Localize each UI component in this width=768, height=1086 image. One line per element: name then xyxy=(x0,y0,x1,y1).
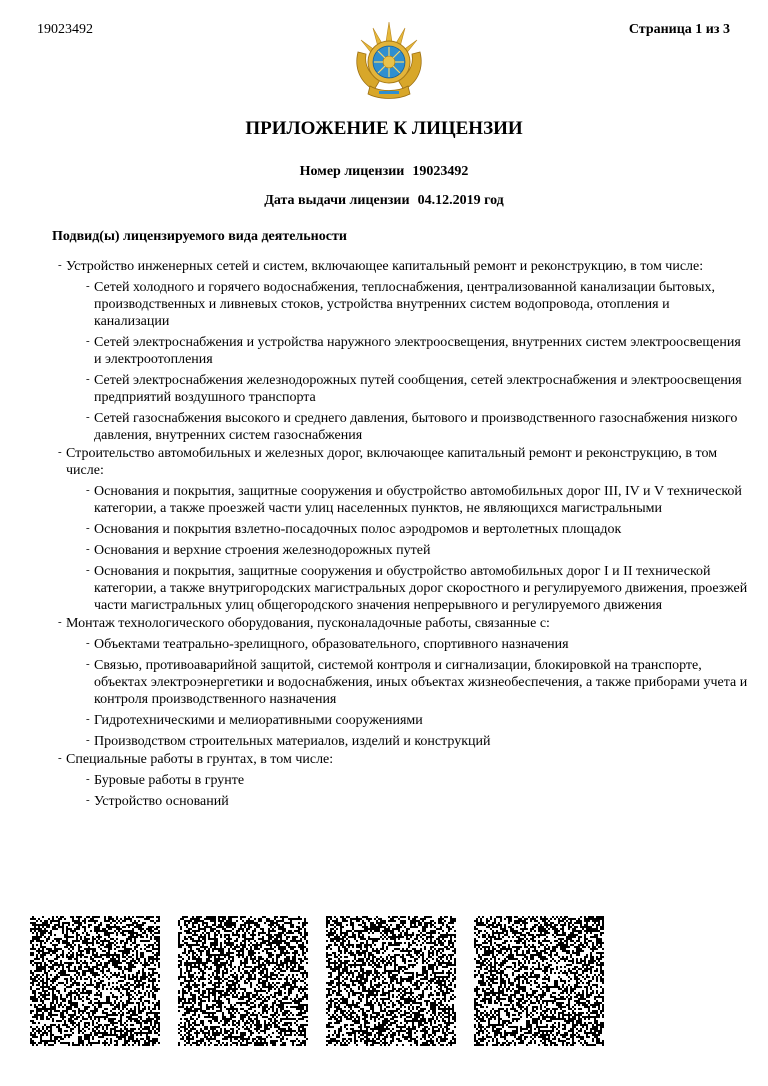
activity-group-label xyxy=(58,615,748,632)
issue-date-line xyxy=(0,193,768,209)
qr-code-4-icon xyxy=(474,916,604,1046)
activity-subitem xyxy=(86,334,748,368)
activity-subitem xyxy=(86,372,748,406)
activity-subitem-text: Основания и покрытия, защитные сооружения и обустройство автомобильных дорог I и II технической категории, а также внутригородских магистральных дорог скоростного и регулируемого движения, проезжей части магистральных улиц общегородского значения непрерывного и регулируемого движения xyxy=(94,564,748,613)
license-number-value: 19023492 xyxy=(412,164,469,179)
dash-bullet: - xyxy=(58,446,62,458)
kazakhstan-state-emblem-icon xyxy=(352,20,426,102)
dash-bullet: - xyxy=(86,637,90,649)
dash-bullet: - xyxy=(86,280,90,292)
dash-bullet: - xyxy=(86,734,90,746)
activity-subitem xyxy=(86,636,748,653)
activity-subitem xyxy=(86,279,748,330)
dash-bullet: - xyxy=(86,373,90,385)
activity-group-label xyxy=(58,258,748,275)
license-number-label: Номер лицензии xyxy=(299,164,405,179)
activity-group-text: Специальные работы в грунтах, в том числе: xyxy=(66,752,334,767)
activity-subitem xyxy=(86,712,748,729)
dash-bullet: - xyxy=(86,794,90,806)
subtypes-heading: Подвид(ы) лицензируемого вида деятельности xyxy=(52,229,347,244)
issue-date-label: Дата выдачи лицензии xyxy=(264,193,410,208)
activity-subitem-text: Основания и покрытия, защитные сооружения и обустройство автомобильных дорог III, IV и V технической категории, а также проезжей части улиц населенных пунктов, не являющихся магистральными xyxy=(94,484,742,516)
dash-bullet: - xyxy=(58,616,62,628)
activity-subitem-text: Сетей холодного и горячего водоснабжения, теплоснабжения, централизованной канализации бытовых, производственных и ливневых стоков, устройства внутренних систем водопровода, отопления и канализации xyxy=(94,280,715,329)
activity-group xyxy=(58,445,748,614)
activity-subitem xyxy=(86,521,748,538)
activity-subitem xyxy=(86,772,748,789)
activity-subitem xyxy=(86,733,748,750)
activity-subitem xyxy=(86,483,748,517)
activity-group-label xyxy=(58,751,748,768)
activity-sublist xyxy=(86,279,748,444)
qr-code-3-icon xyxy=(326,916,456,1046)
activity-subitem xyxy=(86,657,748,708)
activity-sublist xyxy=(86,483,748,614)
activity-subitem xyxy=(86,793,748,810)
activity-group-label xyxy=(58,445,748,479)
license-number-line xyxy=(0,164,768,180)
qr-code-row xyxy=(30,916,610,1046)
activity-group xyxy=(58,258,748,444)
dash-bullet: - xyxy=(58,259,62,271)
page-title: ПРИЛОЖЕНИЕ К ЛИЦЕНЗИИ xyxy=(245,118,523,139)
page-indicator: Страница 1 из 3 xyxy=(628,22,730,37)
dash-bullet: - xyxy=(58,752,62,764)
activity-subitem-text: Производством строительных материалов, изделий и конструкций xyxy=(94,734,491,749)
activity-group xyxy=(58,751,748,810)
dash-bullet: - xyxy=(86,773,90,785)
activity-group xyxy=(58,615,748,750)
qr-code-2-icon xyxy=(178,916,308,1046)
activity-sublist xyxy=(86,636,748,750)
activity-sublist xyxy=(86,772,748,810)
activity-subitem-text: Сетей газоснабжения высокого и среднего давления, бытового и производственного газоснабжения низкого давления, внутренних систем газоснабжения xyxy=(94,411,738,443)
activity-subitem-text: Сетей электроснабжения железнодорожных путей сообщения, сетей электроснабжения и электроосвещения предприятий воздушного транспорта xyxy=(94,373,742,405)
dash-bullet: - xyxy=(86,411,90,423)
activity-group-text: Монтаж технологического оборудования, пусконаладочные работы, связанные с: xyxy=(66,616,550,631)
issue-date-value: 04.12.2019 год xyxy=(417,193,504,208)
dash-bullet: - xyxy=(86,713,90,725)
activity-subitem-text: Сетей электроснабжения и устройства наружного электроосвещения, внутренних систем электроосвещения и электроотопления xyxy=(94,335,741,367)
dash-bullet: - xyxy=(86,335,90,347)
activity-subitem-text: Основания и верхние строения железнодорожных путей xyxy=(94,543,431,558)
activity-group-text: Строительство автомобильных и железных дорог, включающее капитальный ремонт и реконструкцию, в том числе: xyxy=(66,446,718,478)
activity-subitem xyxy=(86,563,748,614)
qr-code-1-icon xyxy=(30,916,160,1046)
activity-subitem-text: Устройство оснований xyxy=(94,794,229,809)
activity-group-text: Устройство инженерных сетей и систем, включающее капитальный ремонт и реконструкцию, в том числе: xyxy=(66,259,704,274)
activity-subitem xyxy=(86,542,748,559)
activity-subitem-text: Связью, противоаварийной защитой, системой контроля и сигнализации, блокировкой на транспорте, объектах электроэнергетики и водоснабжения, иных объектах жизнеобеспечения, а также приборами учета и контроля производственного назначения xyxy=(94,658,748,707)
activity-subitem-text: Гидротехническими и мелиоративными сооружениями xyxy=(94,713,423,728)
dash-bullet: - xyxy=(86,484,90,496)
dash-bullet: - xyxy=(86,543,90,555)
activity-subitem xyxy=(86,410,748,444)
activity-subitem-text: Основания и покрытия взлетно-посадочных полос аэродромов и вертолетных площадок xyxy=(94,522,622,537)
dash-bullet: - xyxy=(86,522,90,534)
activity-subitem-text: Буровые работы в грунте xyxy=(94,773,245,788)
activity-list xyxy=(58,258,748,811)
document-number: 19023492 xyxy=(37,22,93,37)
dash-bullet: - xyxy=(86,658,90,670)
dash-bullet: - xyxy=(86,564,90,576)
activity-subitem-text: Объектами театрально-зрелищного, образовательного, спортивного назначения xyxy=(94,637,569,652)
